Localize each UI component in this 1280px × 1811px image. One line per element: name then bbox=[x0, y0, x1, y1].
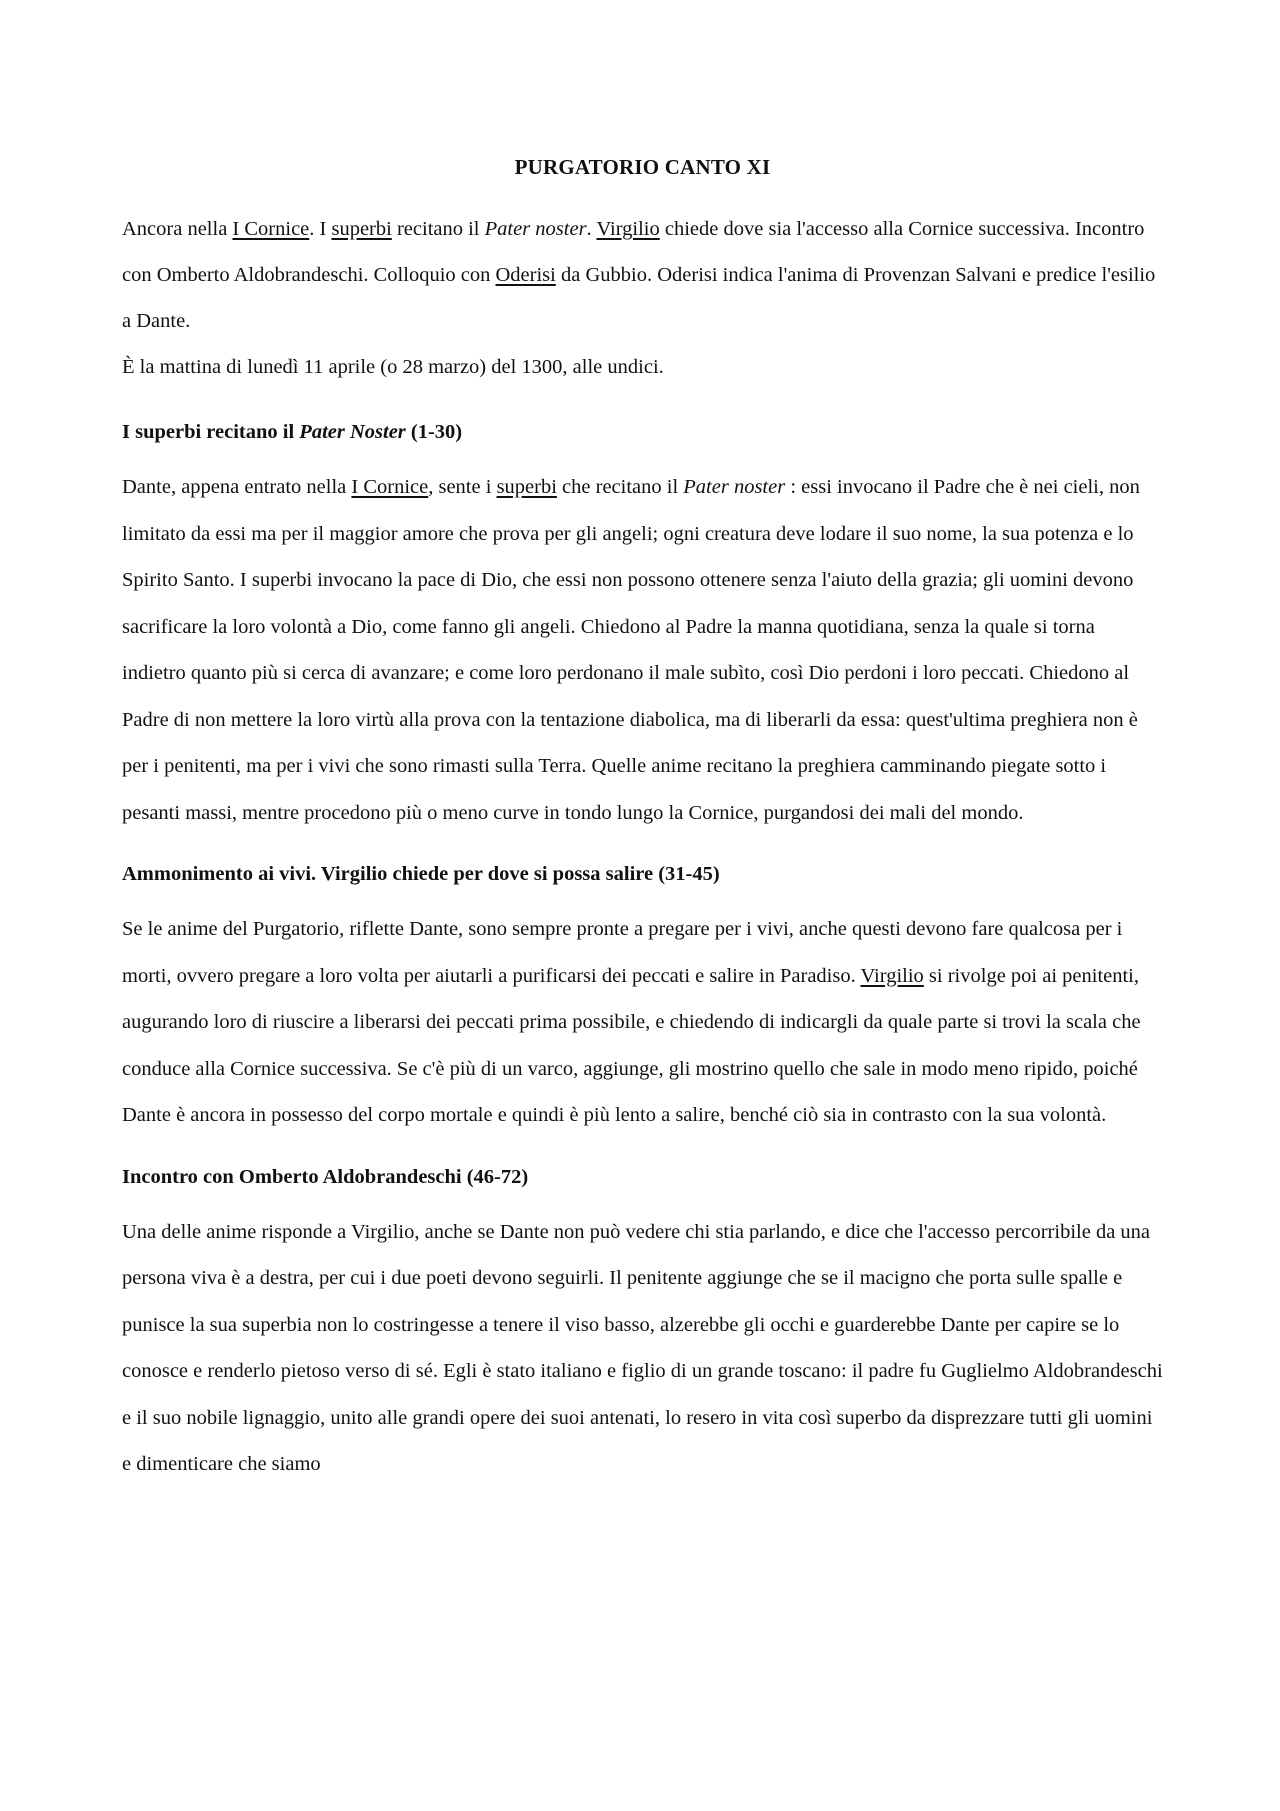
section-omberto bbox=[122, 1159, 1163, 1488]
intro-text: chiede dove sia l'accesso alla Cornice successiva. Incontro con Omberto Aldobrandeschi. Colloquio con bbox=[122, 218, 1145, 286]
heading-italic: Pater Noster bbox=[299, 421, 406, 443]
link-virgilio[interactable]: Virgilio bbox=[860, 964, 924, 987]
intro-time: È la mattina di lunedì 11 aprile (o 28 marzo) del 1300, alle undici. bbox=[122, 356, 664, 378]
section-heading bbox=[122, 414, 1163, 450]
body-text: si rivolge poi ai penitenti, augurando loro di riuscire a liberarsi dei peccati prima possibile, e chiedendo di indicargli da quale parte si trovi la scala che conduce alla Cornice successiva. Se c'è più di un varco, aggiunge, gli mostrino quello che sale in modo meno ripido, poiché Dante è ancora in possesso del corpo mortale e quindi è più lento a salire, benché ciò sia in contrasto con la sua volontà. bbox=[122, 964, 1141, 1126]
section-heading: Incontro con Omberto Aldobrandeschi (46-72) bbox=[122, 1165, 529, 1188]
link-superbi[interactable]: superbi bbox=[331, 218, 392, 240]
intro-italic-pater-noster: Pater noster bbox=[484, 218, 587, 240]
body-text: : essi invocano il Padre che è nei cieli, non limitato da essi ma per il maggior amore che prova per gli angeli; ogni creatura deve lodare il suo nome, la sua potenza e lo Spirito Santo. I superbi invocano la pace di Dio, che essi non possono ottenere senza l'aiuto della grazia; gli uomini devono sacrificare la loro volontà a Dio, come fanno gli angeli. Chiedono al Padre la manna quotidiana, senza la quale si torna indietro quanto più si cerca di avanzare; e come loro perdonano il male subìto, così Dio perdoni i loro peccati. Chiedono al Padre di non mettere la loro virtù alla prova con la tentazione diabolica, ma di liberarli da essa: quest'ultima preghiera non è per i penitenti, ma per i vivi che sono rimasti sulla Terra. Quelle anime recitano la preghiera camminando piegate sotto i pesanti massi, mentre procedono più o meno curve in tondo lungo la Cornice, purgandosi dei mali del mondo. bbox=[122, 476, 1140, 824]
section-body bbox=[122, 906, 1163, 1139]
link-i-cornice[interactable]: I Cornice bbox=[232, 218, 310, 240]
intro-text: recitano il bbox=[391, 218, 485, 240]
link-oderisi[interactable]: Oderisi bbox=[495, 264, 556, 286]
section-body bbox=[122, 464, 1163, 836]
intro-text: . I bbox=[309, 218, 332, 240]
body-italic-pater-noster: Pater noster bbox=[683, 476, 786, 498]
section-pater-noster bbox=[122, 414, 1163, 836]
intro-block bbox=[122, 206, 1163, 390]
intro-text: . bbox=[586, 218, 597, 240]
body-text: , sente i bbox=[428, 476, 497, 498]
section-body: Una delle anime risponde a Virgilio, anche se Dante non può vedere chi stia parlando, e dice che l'accesso percorribile da una persona viva è a destra, per cui i due poeti devono seguirli. Il penitente aggiunge che se il macigno che porta sulle spalle e punisce la sua superbia non lo costringesse a tenere il viso basso, alzerebbe gli occhi e guarderebbe Dante per capire se lo conosce e renderlo pietoso verso di sé. Egli è stato italiano e figlio di un grande toscano: il padre fu Guglielmo Aldobrandeschi e il suo nobile lignaggio, unito alle grandi opere dei suoi antenati, lo resero in vita così superbo da disprezzare tutti gli uomini e dimenticare che siamo bbox=[122, 1220, 1163, 1475]
section-ammonimento bbox=[122, 856, 1163, 1139]
intro-summary bbox=[122, 206, 1163, 344]
body-text: che recitano il bbox=[556, 476, 684, 498]
body-text: Dante, appena entrato nella bbox=[122, 476, 352, 498]
body-text: Se le anime del Purgatorio, riflette Dante, sono sempre pronte a pregare per i vivi, anche questi devono fare qualcosa per i morti, ovvero pregare a loro volta per aiutarli a purificarsi dei peccati e salire in Paradiso. bbox=[122, 918, 1123, 987]
intro-text: da Gubbio. Oderisi indica l'anima di Provenzan Salvani e predice l'esilio a Dante. bbox=[122, 264, 1156, 332]
link-virgilio[interactable]: Virgilio bbox=[596, 218, 660, 240]
heading-text: I superbi recitano il bbox=[122, 421, 300, 443]
link-i-cornice[interactable]: I Cornice bbox=[351, 476, 429, 498]
section-heading: Ammonimento ai vivi. Virgilio chiede per dove si possa salire (31-45) bbox=[122, 863, 720, 885]
link-superbi[interactable]: superbi bbox=[496, 476, 557, 498]
intro-text: Ancora nella bbox=[122, 218, 233, 240]
heading-text: (1-30) bbox=[405, 421, 463, 443]
page-title: PURGATORIO CANTO XI bbox=[514, 155, 771, 179]
